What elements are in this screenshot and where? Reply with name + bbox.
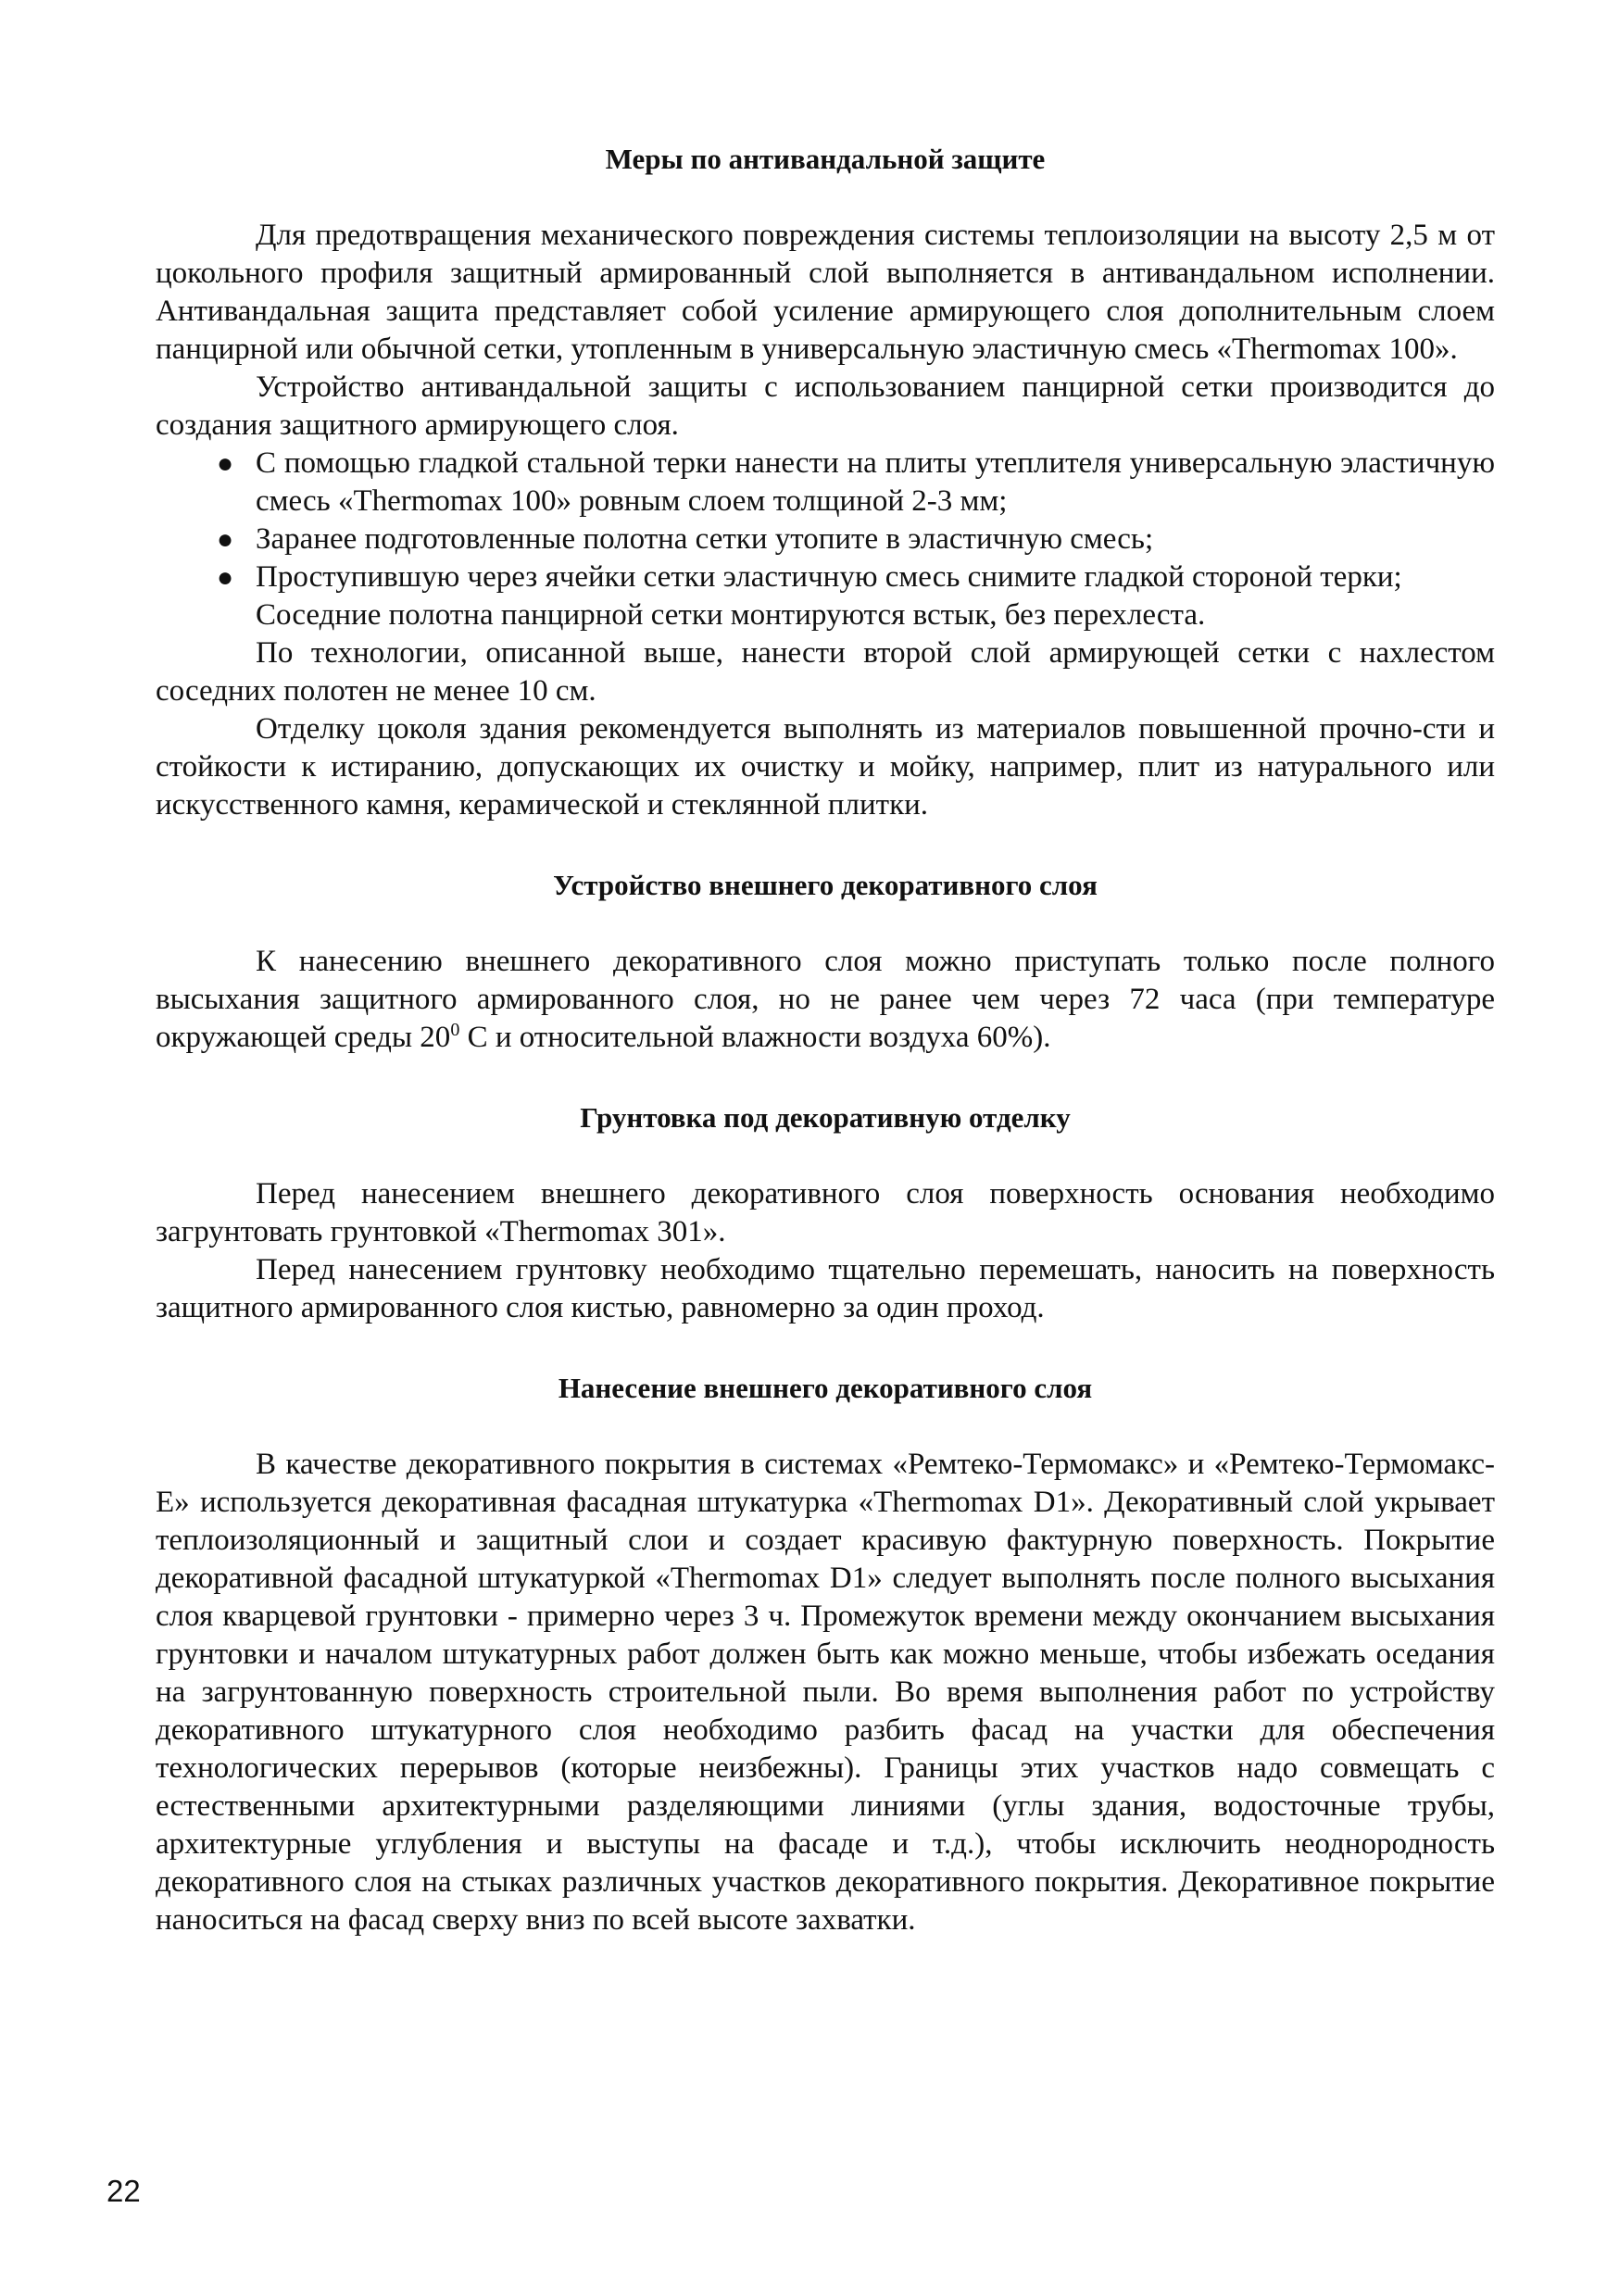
list-continuation-text: Соседние полотна панцирной сетки монтируются встык, без перехлеста. xyxy=(256,598,1206,632)
section-title-decorative-layer: Устройство внешнего декоративного слоя xyxy=(553,869,1098,901)
paragraph: Перед нанесением грунтовку необходимо тщательно перемешать, наносить на поверхность защитного армированного слоя кистью, равномерно за один проход. xyxy=(156,1253,1495,1324)
degree-superscript: 0 xyxy=(450,1020,460,1040)
paragraph: Отделку цоколя здания рекомендуется выполнять из материалов повышенной прочно-сти и стойкости к истиранию, допускающих их очистку и мойку, например, плит из натурального или искусственного камня, керамической и стеклянной плитки. xyxy=(156,712,1495,822)
bullet-icon: ● xyxy=(217,562,234,593)
paragraph xyxy=(156,943,1495,1057)
section-title-antivandal: Меры по антивандальной защите xyxy=(605,143,1046,175)
paragraph: В качестве декоративного покрытия в системах «Ремтеко-Термомакс» и «Ремтеко-Термомакс-Е» используется декоративная фасадная штукатурка «Thermomax D1». Декоративный слой укрывает теплоизоляционный и защитный слои и создает красивую фактурную поверхность. Покрытие декоративной фасадной штукатуркой «Thermomax D1» следует выполнять после полного высыхания слоя кварцевой грунтовки - примерно через 3 ч. Промежуток времени между окончанием высыхания грунтовки и началом штукатурных работ должен быть как можно меньше, чтобы избежать оседания на загрунтованную поверхность строительной пыли. Во время выполнения работ по устройству декоративного штукатурного слоя необходимо разбить фасад на участки для обеспечения технологических перерывов (которые неизбежны). Границы этих участков надо совмещать с естественными архитектурными разделяющими линиями (углы здания, водосточные трубы, архитектурные углубления и выступы на фасаде и т.д.), чтобы исключить неоднородность декоративного слоя на стыках различных участков декоративного покрытия. Декоративное покрытие наноситься на фасад сверху вниз по всей высоте захватки. xyxy=(156,1448,1495,1937)
section-title-applying-decorative: Нанесение внешнего декоративного слоя xyxy=(558,1372,1093,1404)
list-item xyxy=(156,445,1495,521)
page-number: 22 xyxy=(107,2174,141,2208)
list-item-text: С помощью гладкой стальной терки нанести на плиты утеплителя универсальную эластичную смесь «Thermomax 100» ровным слоем толщиной 2-3 мм; xyxy=(256,446,1495,518)
paragraph-text: С и относительной влажности воздуха 60%). xyxy=(459,1021,1051,1054)
bullet-list xyxy=(156,445,1495,634)
paragraph: Устройство антивандальной защиты с использованием панцирной сетки производится до создания защитного армирующего слоя. xyxy=(156,370,1495,442)
list-item-text: Проступившую через ячейки сетки эластичную смесь снимите гладкой стороной терки; xyxy=(256,560,1402,594)
list-item xyxy=(156,558,1495,596)
list-continuation xyxy=(156,596,1495,634)
list-item xyxy=(156,521,1495,558)
page-content xyxy=(156,141,1495,1939)
section-title-primer: Грунтовка под декоративную отделку xyxy=(580,1101,1071,1134)
bullet-icon: ● xyxy=(217,524,234,555)
paragraph: Для предотвращения механического повреждения системы теплоизоляции на высоту 2,5 м от цокольного профиля защитный армированный слой выполняется в антивандальном исполнении. Антивандальная защита представляет собой усиление армирующего слоя дополнительным слоем панцирной или обычной сетки, утопленным в универсальную эластичную смесь «Thermomax 100». xyxy=(156,219,1495,366)
bullet-icon: ● xyxy=(217,448,234,479)
paragraph: Перед нанесением внешнего декоративного слоя поверхность основания необходимо загрунтовать грунтовкой «Thermomax 301». xyxy=(156,1177,1495,1248)
paragraph-text: К нанесению внешнего декоративного слоя можно приступать только после полного высыхания защитного армированного слоя, но не ранее чем через 72 часа (при температуре окружающей среды 20 xyxy=(156,945,1495,1054)
paragraph: По технологии, описанной выше, нанести второй слой армирующей сетки с нахлестом соседних полотен не менее 10 см. xyxy=(156,636,1495,708)
list-item-text: Заранее подготовленные полотна сетки утопите в эластичную смесь; xyxy=(256,522,1154,556)
